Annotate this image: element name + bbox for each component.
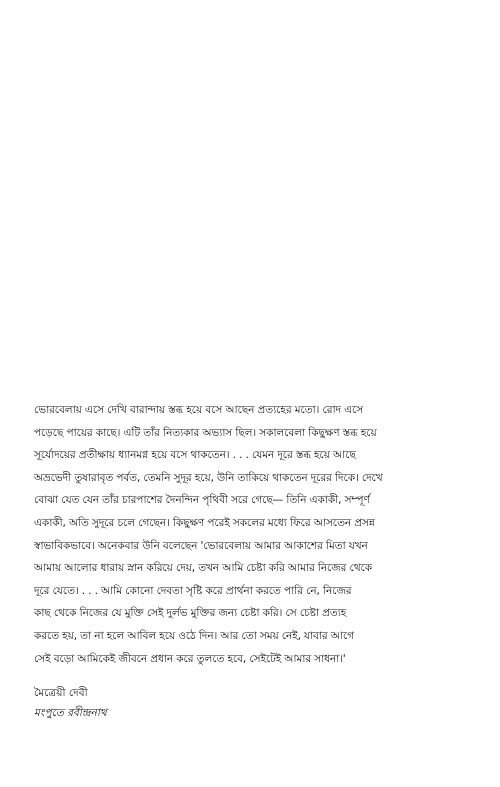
passage-line: সেই বড়ো আমিকেই জীবনে প্রধান করে তুলতে হবে, সেইটেই আমার সাধনা।' — [34, 652, 346, 665]
passage-line: ভোরবেলায় এসে দেখি বারান্দায় স্তব্ধ হয়ে বসে আছেন প্রত্যহের মতো। রোদ এসে — [34, 404, 364, 416]
passage-line: পড়েছে পায়ের কাছে। এটি তাঁর নিত্যকার অভ্যাস ছিল। সকালবেলা কিছুক্ষণ স্তব্ধ হয়ে — [34, 426, 377, 439]
passage-line: একাকী, অতি সুদূরে চলে গেছেন। কিছুক্ষণ পরেই সকলের মধ্যে ফিরে আসতেন প্রসন্ন — [34, 516, 375, 529]
passage-line: সূর্যোদয়ের প্রতীক্ষায় ধ্যানমগ্ন হয়ে বসে থাকতেন। . . . যেমন দূরে স্তব্ধ হয়ে আছে — [34, 449, 356, 462]
passage-line: করতে হয়, তা না হলে আবিল হয়ে ওঠে দিন। আর তো সময় নেই, যাবার আগে — [34, 629, 355, 642]
quote-passage — [34, 399, 474, 670]
passage-line: আমায় আলোর ধারায় স্নান করিয়ে দেয়, তখন আমি চেষ্টা করি আমার নিজের থেকে — [34, 562, 373, 575]
source-title: মংপুতে রবীন্দ্রনাথ — [34, 707, 107, 719]
passage-line: স্বাভাবিকভাবে। অনেকবার উনি বলেছেন 'ভোরবেলায় আমার আকাশের মিতা যখন — [34, 539, 368, 552]
passage-line: অভ্রভেদী তুষারাবৃত পর্বত, তেমনি সুদূর হয়ে, উনি তাকিয়ে থাকতেন দূরের দিকে। দেখে — [34, 471, 383, 484]
author-name: মৈত্রেয়ী দেবী — [34, 687, 88, 699]
passage-line: কাছ থেকে নিজের যে মুক্তি সেই দুর্লভ মুক্তির জন্য চেষ্টা করি। সে চেষ্টা প্রত্যহ — [34, 607, 347, 620]
passage-line: বোঝা যেত যেন তাঁর চারপাশের দৈনন্দিন পৃথিবী সরে গেছে— তিনি একাকী, সম্পূর্ণ — [34, 494, 370, 507]
passage-line: দূরে যেতে। . . . আমি কোনো দেবতা সৃষ্টি করে প্রার্থনা করতে পারি নে, নিজের — [34, 584, 352, 597]
attribution — [34, 683, 334, 723]
